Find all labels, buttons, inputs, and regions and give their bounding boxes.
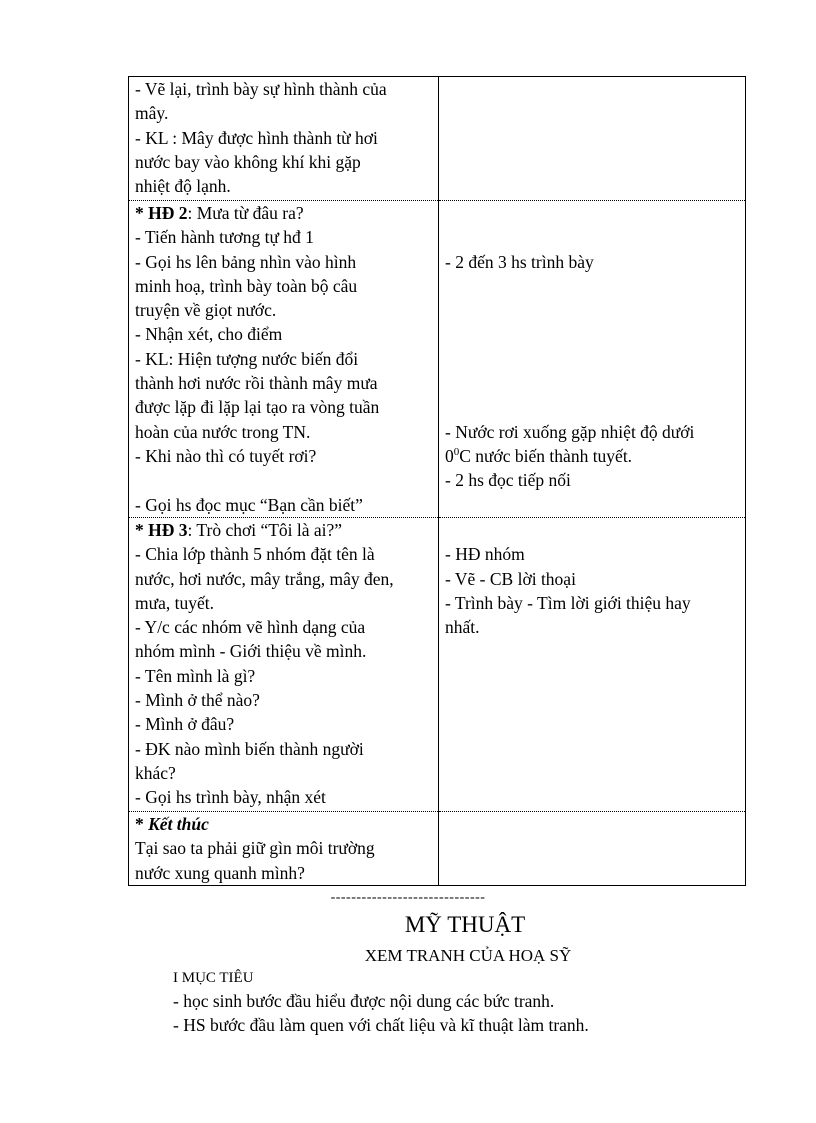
activity-title: Kết thúc xyxy=(148,814,209,834)
blank-line xyxy=(135,468,432,492)
text-line: - Gọi hs đọc mục “Bạn cần biết” xyxy=(135,494,363,515)
text-line: khác? xyxy=(135,762,176,783)
text-line: - Tên mình là gì? xyxy=(135,665,256,686)
teacher-activity-cell xyxy=(129,518,439,812)
text-line: nhóm mình - Giới thiệu về mình. xyxy=(135,641,367,662)
text-line: thành hơi nước rồi thành mây mưa xyxy=(135,373,378,394)
teacher-activity-cell xyxy=(129,77,439,201)
text-line: - Gọi hs lên bảng nhìn vào hình xyxy=(135,251,357,272)
activity-title: : Mưa từ đâu ra? xyxy=(187,203,304,223)
text-line: truyện về giọt nước. xyxy=(135,300,277,321)
text-line: - 2 hs đọc tiếp nối xyxy=(445,470,571,491)
text-line: - Chia lớp thành 5 nhóm đặt tên là xyxy=(135,544,375,565)
activity-title: : Trò chơi “Tôi là ai?” xyxy=(187,520,343,540)
text-line: nhất. xyxy=(445,617,480,638)
text-line: - Khi nào thì có tuyết rơi? xyxy=(135,445,317,466)
text-line: - KL : Mây được hình thành từ hơi xyxy=(135,127,378,148)
text-line: - Nước rơi xuống gặp nhiệt độ dưới xyxy=(445,421,695,442)
text-line: $0^0C$ nước biến thành tuyết. xyxy=(445,445,633,466)
table-row xyxy=(129,77,746,201)
text-line: nhiệt độ lạnh. xyxy=(135,176,231,197)
text-line: nước xung quanh mình? xyxy=(135,862,305,883)
lesson-plan-table xyxy=(128,76,746,886)
text-line: - Nhận xét, cho điểm xyxy=(135,324,283,345)
text-line: được lặp đi lặp lại tạo ra vòng tuần xyxy=(135,397,380,418)
activity-heading xyxy=(135,518,432,542)
text-line: - Trình bày - Tìm lời giới thiệu hay xyxy=(445,592,691,613)
lesson-subtitle: XEM TRANH CỦA HOẠ SỸ xyxy=(364,946,572,965)
table-row xyxy=(129,518,746,812)
text-line: - Mình ở thể nào? xyxy=(135,690,260,711)
text-line: nước, hơi nước, mây trắng, mây đen, xyxy=(135,568,394,589)
table-row xyxy=(129,812,746,886)
text-line: mây. xyxy=(135,103,169,124)
text-line: minh hoạ, trình bày toàn bộ câu xyxy=(135,275,358,296)
text-line: - Y/c các nhóm vẽ hình dạng của xyxy=(135,617,366,638)
activity-label: * HĐ 3 xyxy=(135,520,188,540)
activity-label: * HĐ 2 xyxy=(135,203,188,223)
student-activity-cell xyxy=(439,77,746,201)
activity-heading: * Kết thúc xyxy=(135,814,209,834)
text-line: Tại sao ta phải giữ gìn môi trường xyxy=(135,838,375,859)
text-line: - KL: Hiện tượng nước biến đổi xyxy=(135,348,359,369)
section-separator: ------------------------------ xyxy=(330,890,486,905)
student-activity-cell xyxy=(439,518,746,812)
text-line: - Vẽ lại, trình bày sự hình thành của xyxy=(135,79,387,99)
teacher-activity-cell xyxy=(129,812,439,886)
student-activity-cell xyxy=(439,812,746,886)
activity-heading xyxy=(135,201,432,225)
subject-title: MỸ THUẬT xyxy=(404,912,526,937)
table-row xyxy=(129,201,746,518)
objective-item: - học sinh bước đầu hiểu được nội dung các bức tranh. xyxy=(173,991,555,1011)
text-line: - Gọi hs trình bày, nhận xét xyxy=(135,787,326,808)
teacher-activity-cell xyxy=(129,201,439,518)
text-line: - Tiến hành tương tự hđ 1 xyxy=(135,227,314,248)
student-activity-cell xyxy=(439,201,746,518)
text-line: - 2 đến 3 hs trình bày xyxy=(445,251,594,272)
text-line: - Mình ở đâu? xyxy=(135,714,235,735)
text-line: mưa, tuyết. xyxy=(135,592,214,613)
objectives-heading: I MỤC TIÊU xyxy=(173,970,254,986)
text-line: hoàn của nước trong TN. xyxy=(135,421,311,442)
objective-item: - HS bước đầu làm quen với chất liệu và kĩ thuật làm tranh. xyxy=(173,1015,589,1035)
text-line: - HĐ nhóm xyxy=(445,544,525,565)
text-line: nước bay vào không khí khi gặp xyxy=(135,151,361,172)
text-line: - ĐK nào mình biến thành người xyxy=(135,738,364,759)
text-line: - Vẽ - CB lời thoại xyxy=(445,568,576,589)
